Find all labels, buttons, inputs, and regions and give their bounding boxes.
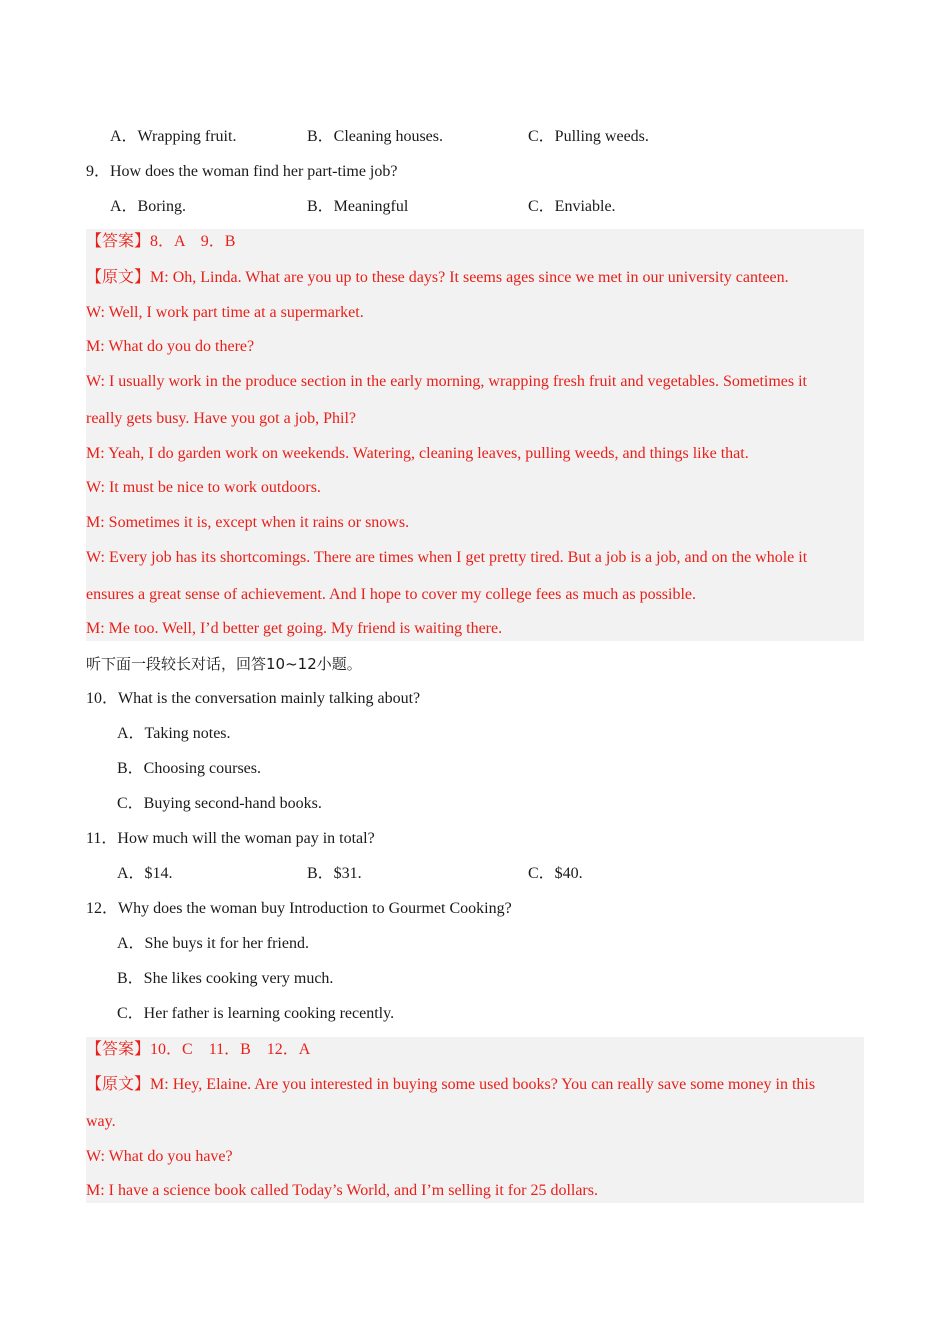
q8-option-c: C．Pulling weeds. [528,128,649,145]
q12-option-c: C．Her father is learning cooking recently. [117,1005,395,1022]
transcript-line: ensures a great sense of achievement. And I hope to cover my college fees as much as possible. [86,586,697,603]
q10-option-c: C．Buying second-hand books. [117,795,322,812]
transcript-line: W: Every job has its shortcomings. There are times when I get pretty tired. But a job is a job, and on the whole it [86,549,808,566]
q9-option-c: C．Enviable. [528,198,616,215]
transcript-label: 【原文】 [86,1076,151,1093]
q8-option-a: A．Wrapping fruit. [110,128,237,145]
transcript-label: 【原文】 [86,269,151,286]
q9-question: 9．How does the woman find her part-time job? [86,163,398,180]
q10-option-b: B．Choosing courses. [117,760,262,777]
transcript-line: M: What do you do there? [86,338,255,355]
transcript-line: really gets busy. Have you got a job, Phil? [86,410,357,427]
transcript-line [86,1075,815,1095]
transcript-line [86,268,789,288]
answer-line-1 [86,232,235,252]
transcript-line: M: I have a science book called Today’s World, and I’m selling it for 25 dollars. [86,1182,598,1199]
q12-question: 12．Why does the woman buy Introduction to Gourmet Cooking? [86,900,512,917]
transcript-line: W: Well, I work part time at a supermarket. [86,304,364,321]
transcript-line: W: What do you have? [86,1148,233,1165]
q9-option-a: A．Boring. [110,198,187,215]
q10-option-a: A．Taking notes. [117,725,231,742]
q12-option-b: B．She likes cooking very much. [117,970,334,987]
answer-label: 【答案】 [86,233,151,250]
answer-line-2 [86,1040,310,1060]
transcript-line: M: Me too. Well, I’d better get going. My friend is waiting there. [86,620,503,637]
q12-option-a: A．She buys it for her friend. [117,935,309,952]
transcript-text: M: Hey, Elaine. Are you interested in buying some used books? You can really save some money in this [150,1076,816,1093]
q11-option-a: A．$14. [117,865,173,882]
q9-option-b: B．Meaningful [307,198,409,215]
transcript-line: M: Sometimes it is, except when it rains or snows. [86,514,410,531]
answer-block-1 [86,229,864,641]
transcript-line: W: I usually work in the produce section in the early morning, wrapping fresh fruit and vegetables. Sometimes it [86,373,807,390]
answer-text: 8．A 9．B [150,233,236,250]
q11-option-c: C．$40. [528,865,583,882]
transcript-text: M: Oh, Linda. What are you up to these days? It seems ages since we met in our university canteen. [150,269,789,286]
answer-block-2 [86,1037,864,1203]
q8-option-b: B．Cleaning houses. [307,128,443,145]
q10-question: 10．What is the conversation mainly talking about? [86,690,421,707]
q11-question: 11．How much will the woman pay in total? [86,830,375,847]
answer-text: 10．C 11．B 12．A [150,1041,311,1058]
answer-label: 【答案】 [86,1041,151,1058]
q11-option-b: B．$31. [307,865,362,882]
transcript-line: way. [86,1113,116,1130]
section-instruction: 听下面一段较长对话，回答10~12小题。 [86,655,362,673]
transcript-line: M: Yeah, I do garden work on weekends. Watering, cleaning leaves, pulling weeds, and things like that. [86,445,749,462]
transcript-line: W: It must be nice to work outdoors. [86,479,321,496]
